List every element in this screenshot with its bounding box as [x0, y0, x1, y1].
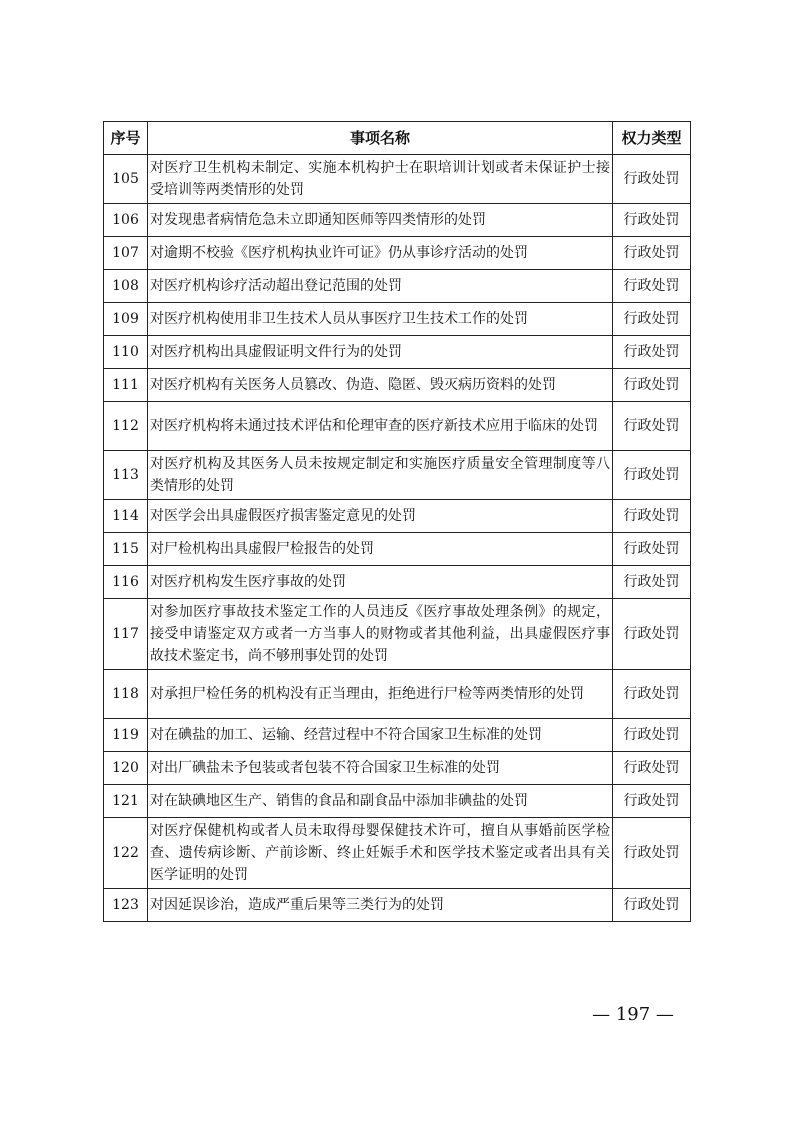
row-serial: 112 — [104, 402, 148, 451]
row-serial: 122 — [104, 818, 148, 889]
row-serial: 107 — [104, 237, 148, 270]
row-power-type: 行政处罚 — [613, 303, 691, 336]
row-power-type: 行政处罚 — [613, 336, 691, 369]
row-power-type: 行政处罚 — [613, 752, 691, 785]
table-row — [104, 785, 691, 818]
row-serial: 106 — [104, 204, 148, 237]
row-item-name: 对尸检机构出具虚假尸检报告的处罚 — [148, 533, 613, 566]
row-item-name: 对医疗机构使用非卫生技术人员从事医疗卫生技术工作的处罚 — [148, 303, 613, 336]
row-item-name: 对医疗机构发生医疗事故的处罚 — [148, 566, 613, 599]
row-item-name: 对医疗机构及其医务人员未按规定制定和实施医疗质量安全管理制度等八类情形的处罚 — [148, 451, 613, 500]
table-row — [104, 752, 691, 785]
row-item-name: 对发现患者病情危急未立即通知医师等四类情形的处罚 — [148, 204, 613, 237]
table-row — [104, 533, 691, 566]
table-row — [104, 369, 691, 402]
row-serial: 105 — [104, 155, 148, 204]
row-item-name: 对逾期不校验《医疗机构执业许可证》仍从事诊疗活动的处罚 — [148, 237, 613, 270]
table-row — [104, 303, 691, 336]
row-serial: 117 — [104, 599, 148, 670]
row-item-name: 对在碘盐的加工、运输、经营过程中不符合国家卫生标准的处罚 — [148, 719, 613, 752]
header-power-type: 权力类型 — [613, 122, 691, 155]
row-power-type: 行政处罚 — [613, 719, 691, 752]
row-serial: 110 — [104, 336, 148, 369]
header-serial: 序号 — [104, 122, 148, 155]
row-item-name: 对出厂碘盐未予包装或者包装不符合国家卫生标准的处罚 — [148, 752, 613, 785]
table-row — [104, 336, 691, 369]
table-row — [104, 719, 691, 752]
row-serial: 111 — [104, 369, 148, 402]
row-item-name: 对在缺碘地区生产、销售的食品和副食品中添加非碘盐的处罚 — [148, 785, 613, 818]
row-serial: 114 — [104, 500, 148, 533]
row-serial: 108 — [104, 270, 148, 303]
table-row — [104, 155, 691, 204]
row-power-type: 行政处罚 — [613, 533, 691, 566]
row-serial: 116 — [104, 566, 148, 599]
row-power-type: 行政处罚 — [613, 500, 691, 533]
row-serial: 118 — [104, 670, 148, 719]
row-serial: 115 — [104, 533, 148, 566]
table-row — [104, 500, 691, 533]
row-item-name: 对参加医疗事故技术鉴定工作的人员违反《医疗事故处理条例》的规定，接受申请鉴定双方或者一方当事人的财物或者其他利益，出具虚假医疗事故技术鉴定书，尚不够刑事处罚的处罚 — [148, 599, 613, 670]
row-power-type: 行政处罚 — [613, 270, 691, 303]
table-row — [104, 670, 691, 719]
row-serial: 109 — [104, 303, 148, 336]
row-power-type: 行政处罚 — [613, 237, 691, 270]
row-power-type: 行政处罚 — [613, 818, 691, 889]
row-item-name: 对医疗机构将未通过技术评估和伦理审查的医疗新技术应用于临床的处罚 — [148, 402, 613, 451]
row-power-type: 行政处罚 — [613, 889, 691, 922]
table-header-row — [104, 122, 691, 155]
table-row — [104, 204, 691, 237]
table-row — [104, 402, 691, 451]
row-power-type: 行政处罚 — [613, 566, 691, 599]
row-serial: 120 — [104, 752, 148, 785]
row-power-type: 行政处罚 — [613, 155, 691, 204]
row-power-type: 行政处罚 — [613, 369, 691, 402]
row-power-type: 行政处罚 — [613, 402, 691, 451]
page-number: — 197 — — [592, 1004, 674, 1025]
row-power-type: 行政处罚 — [613, 599, 691, 670]
row-item-name: 对医疗机构诊疗活动超出登记范围的处罚 — [148, 270, 613, 303]
table-row — [104, 599, 691, 670]
row-serial: 123 — [104, 889, 148, 922]
table-row — [104, 566, 691, 599]
row-item-name: 对医疗机构出具虚假证明文件行为的处罚 — [148, 336, 613, 369]
table-body — [104, 155, 691, 922]
row-power-type: 行政处罚 — [613, 204, 691, 237]
row-item-name: 对医疗机构有关医务人员篡改、伪造、隐匿、毁灭病历资料的处罚 — [148, 369, 613, 402]
row-power-type: 行政处罚 — [613, 670, 691, 719]
table-row — [104, 237, 691, 270]
header-item-name: 事项名称 — [148, 122, 613, 155]
row-power-type: 行政处罚 — [613, 451, 691, 500]
row-serial: 121 — [104, 785, 148, 818]
row-power-type: 行政处罚 — [613, 785, 691, 818]
table-row — [104, 889, 691, 922]
row-item-name: 对因延误诊治，造成严重后果等三类行为的处罚 — [148, 889, 613, 922]
row-item-name: 对医学会出具虚假医疗损害鉴定意见的处罚 — [148, 500, 613, 533]
power-list-table — [103, 121, 691, 922]
table-row — [104, 818, 691, 889]
row-item-name: 对医疗卫生机构未制定、实施本机构护士在职培训计划或者未保证护士接受培训等两类情形的处罚 — [148, 155, 613, 204]
row-serial: 113 — [104, 451, 148, 500]
table-row — [104, 451, 691, 500]
row-item-name: 对承担尸检任务的机构没有正当理由，拒绝进行尸检等两类情形的处罚 — [148, 670, 613, 719]
row-item-name: 对医疗保健机构或者人员未取得母婴保健技术许可，擅自从事婚前医学检查、遗传病诊断、产前诊断、终止妊娠手术和医学技术鉴定或者出具有关医学证明的处罚 — [148, 818, 613, 889]
row-serial: 119 — [104, 719, 148, 752]
table-row — [104, 270, 691, 303]
